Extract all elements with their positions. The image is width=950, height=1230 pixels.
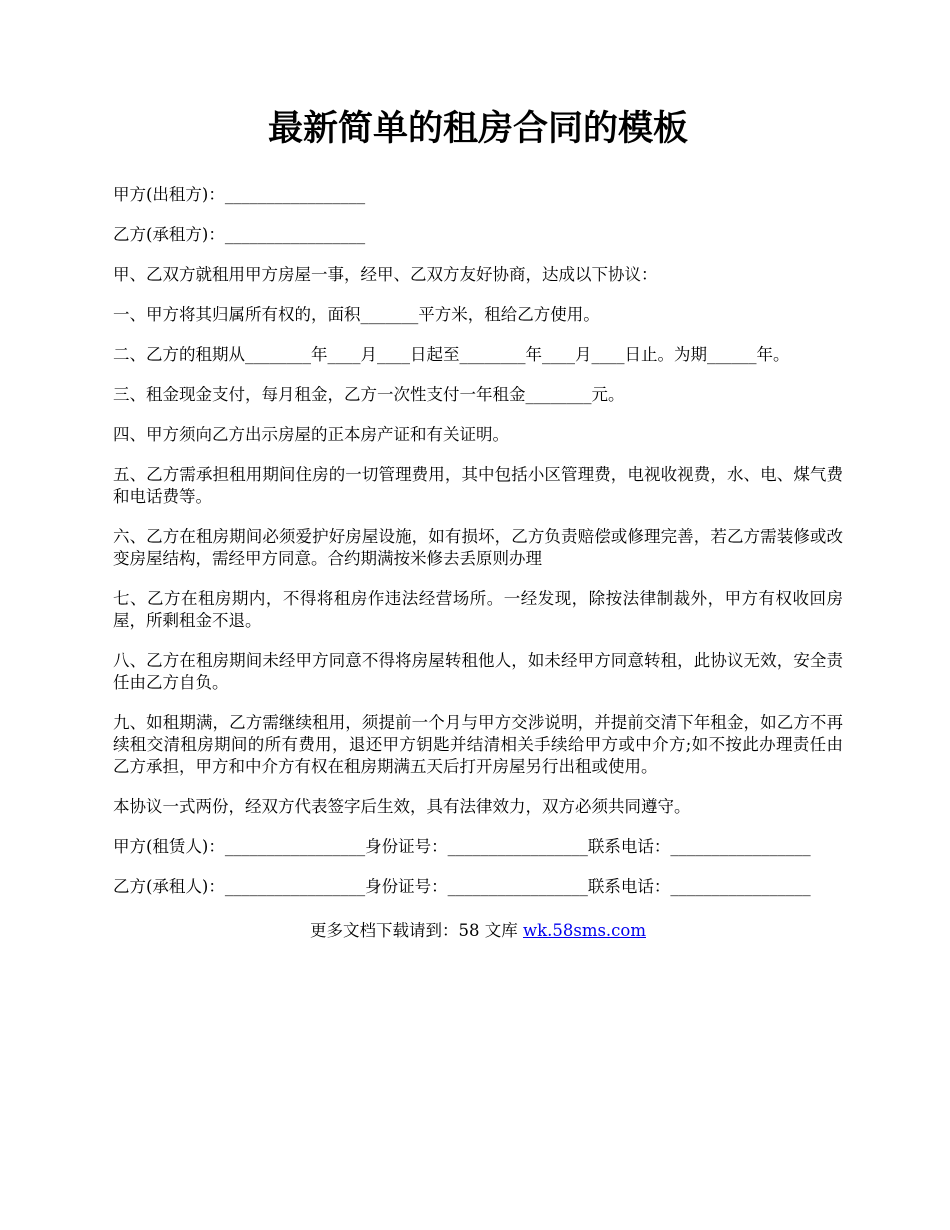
clause-1: 一、甲方将其归属所有权的，面积_______平方米，租给乙方使用。 bbox=[113, 305, 600, 324]
footer-prefix: 更多文档下载请到：58 文库 bbox=[309, 921, 523, 940]
party-a-line: 甲方(出租方)：_________________ bbox=[113, 185, 366, 204]
download-footer bbox=[113, 920, 843, 942]
party-b-line: 乙方(承租方)：_________________ bbox=[113, 225, 366, 244]
clause-7: 七、乙方在租房期内，不得将租房作违法经营场所。一经发现，除按法律制裁外，甲方有权收回房屋，所剩租金不退。 bbox=[113, 589, 843, 630]
clause-8: 八、乙方在租房期间未经甲方同意不得将房屋转租他人，如未经甲方同意转租，此协议无效，安全责任由乙方自负。 bbox=[113, 651, 843, 692]
clause-3: 三、租金现金支付，每月租金，乙方一次性支付一年租金________元。 bbox=[113, 385, 625, 404]
agreement-intro: 甲、乙双方就租用甲方房屋一事，经甲、乙双方友好协商，达成以下协议： bbox=[113, 265, 658, 284]
clause-4: 四、甲方须向乙方出示房屋的正本房产证和有关证明。 bbox=[113, 425, 509, 444]
signature-party-b: 乙方(承租人)：_________________身份证号：_________________联系电话：_________________ bbox=[113, 877, 811, 896]
footer-link[interactable]: wk.58sms.com bbox=[522, 921, 646, 940]
closing-statement: 本协议一式两份，经双方代表签字后生效，具有法律效力，双方必须共同遵守。 bbox=[113, 797, 691, 816]
document-page bbox=[113, 108, 843, 942]
signature-party-a: 甲方(租赁人)：_________________身份证号：_________________联系电话：_________________ bbox=[113, 837, 811, 856]
clause-2: 二、乙方的租期从________年____月____日起至________年____月____日止。为期______年。 bbox=[113, 345, 790, 364]
document-title: 最新简单的租房合同的模板 bbox=[267, 108, 688, 149]
clause-5: 五、乙方需承担租用期间住房的一切管理费用，其中包括小区管理费，电视收视费，水、电、煤气费和电话费等。 bbox=[113, 465, 843, 506]
clause-6: 六、乙方在租房期间必须爱护好房屋设施，如有损坏，乙方负责赔偿或修理完善，若乙方需装修或改变房屋结构，需经甲方同意。合约期满按米修去丢原则办理 bbox=[113, 527, 843, 568]
clause-9: 九、如租期满，乙方需继续租用，须提前一个月与甲方交涉说明，并提前交清下年租金，如乙方不再续租交清租房期间的所有费用，退还甲方钥匙并结清相关手续给甲方或中介方;如不按此办理责任由乙方承担，甲方和中介方有权在租房期满五天后打开房屋另行出租或使用。 bbox=[113, 713, 843, 776]
